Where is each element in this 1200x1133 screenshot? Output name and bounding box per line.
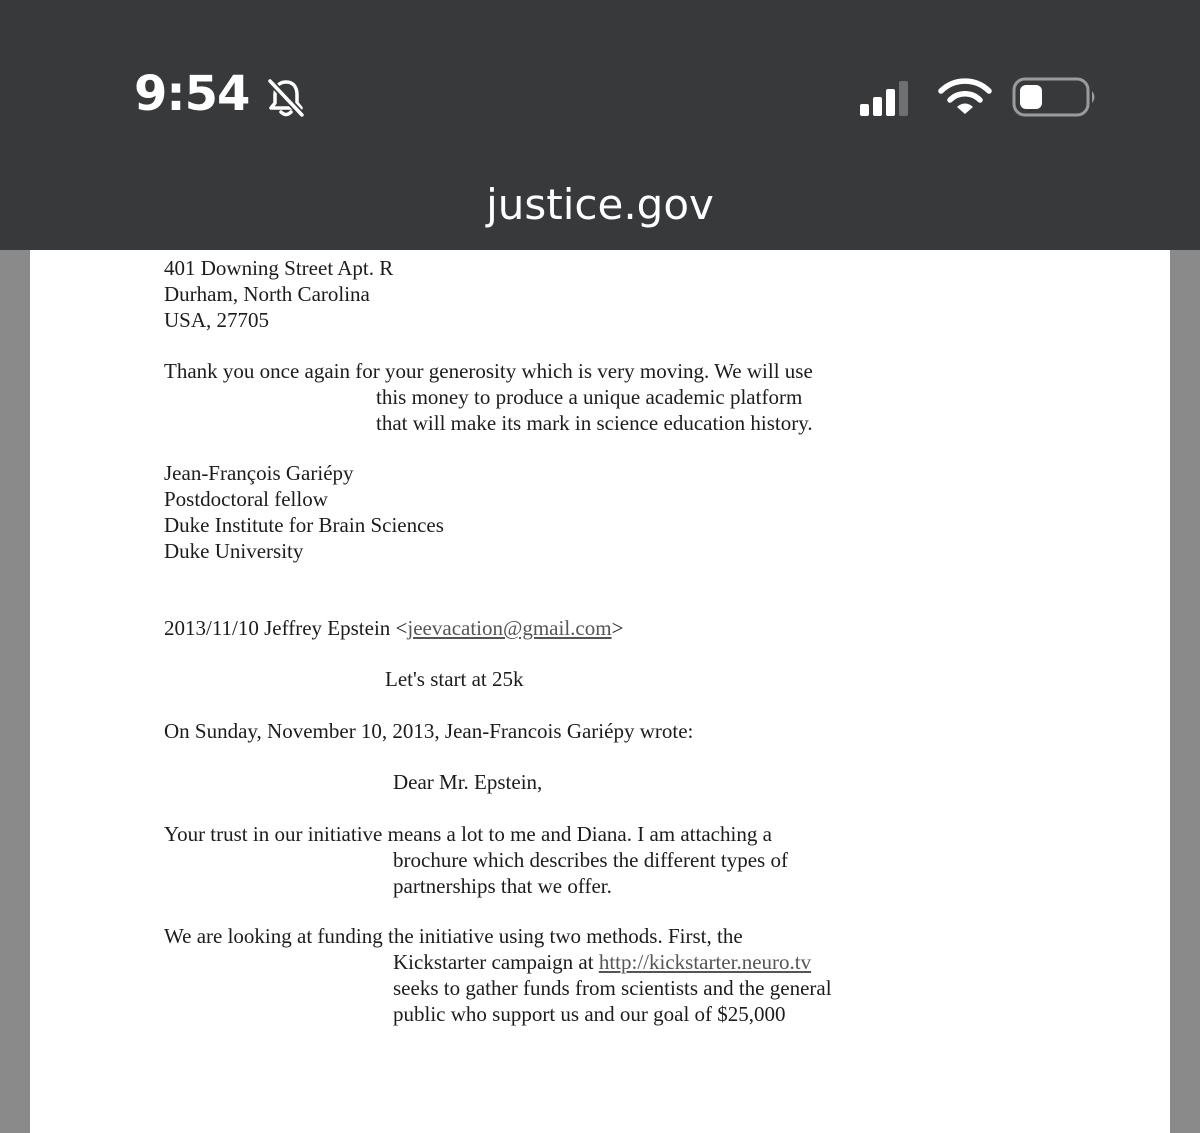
address-line: USA, 27705 [164, 308, 270, 332]
address-line: Durham, North Carolina [164, 282, 370, 306]
signature-block [164, 460, 444, 564]
thanks-line: Thank you once again for your generosity which is very moving. We will use [164, 359, 813, 383]
url-bar[interactable]: justice.gov [486, 180, 714, 229]
trust-line: partnerships that we offer. [393, 874, 612, 898]
thanks-paragraph [164, 358, 813, 436]
kickstarter-link[interactable]: http://kickstarter.neuro.tv [598, 950, 812, 974]
signature-line: Jean-François Gariépy [164, 461, 354, 485]
signature-line: Duke Institute for Brain Sciences [164, 513, 444, 537]
status-bar [0, 0, 1200, 250]
reply-header-suffix: > [611, 616, 624, 640]
status-time: 9:54 [134, 66, 250, 122]
email-link[interactable]: jeevacation@gmail.com [407, 616, 612, 640]
address-block [164, 255, 393, 333]
reply-body: Let's start at 25k [385, 667, 524, 691]
trust-line: brochure which describes the different types of [393, 848, 788, 872]
funding-paragraph [164, 923, 832, 1027]
thanks-line: that will make its mark in science education history. [376, 411, 813, 435]
trust-paragraph [164, 821, 788, 899]
bell-slash-icon [264, 76, 308, 120]
quote-header: On Sunday, November 10, 2013, Jean-Francois Gariépy wrote: [164, 719, 694, 743]
funding-line [164, 949, 832, 975]
thanks-line: this money to produce a unique academic platform [376, 385, 803, 409]
reply-header-prefix: 2013/11/10 Jeffrey Epstein < [164, 616, 408, 640]
signature-line: Duke University [164, 539, 304, 563]
funding-link-prefix: Kickstarter campaign at [393, 950, 599, 974]
document-page [30, 250, 1170, 1133]
funding-line: We are looking at funding the initiative using two methods. First, the [164, 924, 743, 948]
cellular-signal-icon [860, 80, 910, 116]
signature-line: Postdoctoral fellow [164, 487, 328, 511]
funding-line: seeks to gather funds from scientists and the general [393, 976, 832, 1000]
funding-line: public who support us and our goal of $25,000 [393, 1002, 786, 1026]
battery-icon [1012, 76, 1098, 118]
trust-line: Your trust in our initiative means a lot to me and Diana. I am attaching a [164, 822, 772, 846]
salutation: Dear Mr. Epstein, [393, 770, 543, 794]
reply-header [164, 615, 623, 641]
wifi-icon [938, 78, 992, 116]
address-line: 401 Downing Street Apt. R [164, 256, 394, 280]
